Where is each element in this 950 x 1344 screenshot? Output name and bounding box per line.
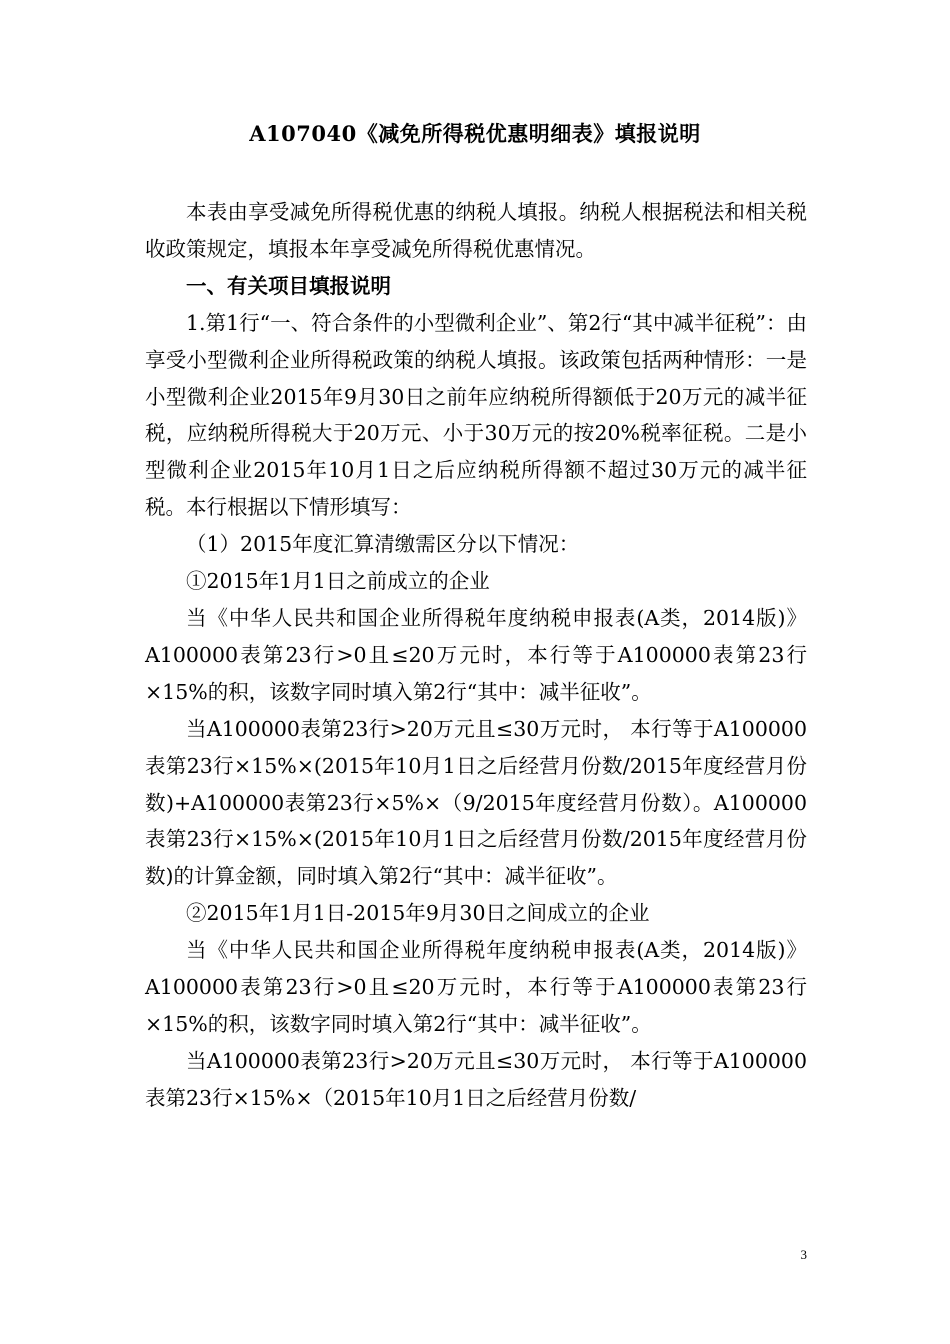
section-heading: 一、有关项目填报说明 [186,273,391,298]
subcase-1-heading: ①2015年1月1日之前成立的企业 [186,569,490,594]
subcase-2-rule-a: 当《中华人民共和国企业所得税年度纳税申报表(A类，2014版)》A100000表第23行>0且≤20万元时，本行等于A100000表第23行×15%的积，该数字同时填入第2行“其中：减半征收”。 [145,938,807,1036]
document-body [145,194,807,1117]
item-1-paragraph: 1.第1行“一、符合条件的小型微利企业”、第2行“其中减半征税”：由享受小型微利企业所得税政策的纳税人填报。该政策包括两种情形：一是小型微利企业2015年9月30日之前年应纳税所得额低于20万元的减半征税，应纳税所得税大于20万元、小于30万元的按20%税率征税。二是小型微利企业2015年10月1日之后应纳税所得额不超过30万元的减半征税。本行根据以下情形填写： [145,310,807,520]
document-title: A107040《减免所得税优惠明细表》填报说明 [249,121,701,146]
subcase-2-rule-b: 当A100000表第23行>20万元且≤30万元时， 本行等于A100000表第23行×15%×（2015年10月1日之后经营月份数/ [145,1048,807,1110]
subcase-1-rule-a: 当《中华人民共和国企业所得税年度纳税申报表(A类，2014版)》A100000表第23行>0且≤20万元时，本行等于A100000表第23行×15%的积，该数字同时填入第2行“其中：减半征收”。 [145,605,807,704]
subcase-1-rule-b: 当A100000表第23行>20万元且≤30万元时， 本行等于A100000表第23行×15%×(2015年10月1日之后经营月份数/2015年度经营月份数)+A100000表第23行×5%×（9/2015年度经营月份数）。A100000表第23行×15%×(2015年10月1日之后经营月份数/2015年度经营月份数)的计算金额，同时填入第2行“其中：减半征收”。 [145,716,807,889]
subcase-2-heading: ②2015年1月1日-2015年9月30日之间成立的企业 [186,901,650,926]
case-1-paragraph: （1）2015年度汇算清缴需区分以下情况： [186,532,580,557]
intro-paragraph: 本表由享受减免所得税优惠的纳税人填报。纳税人根据税法和相关税收政策规定，填报本年享受减免所得税优惠情况。 [145,200,807,261]
page-number: 3 [800,1247,807,1262]
